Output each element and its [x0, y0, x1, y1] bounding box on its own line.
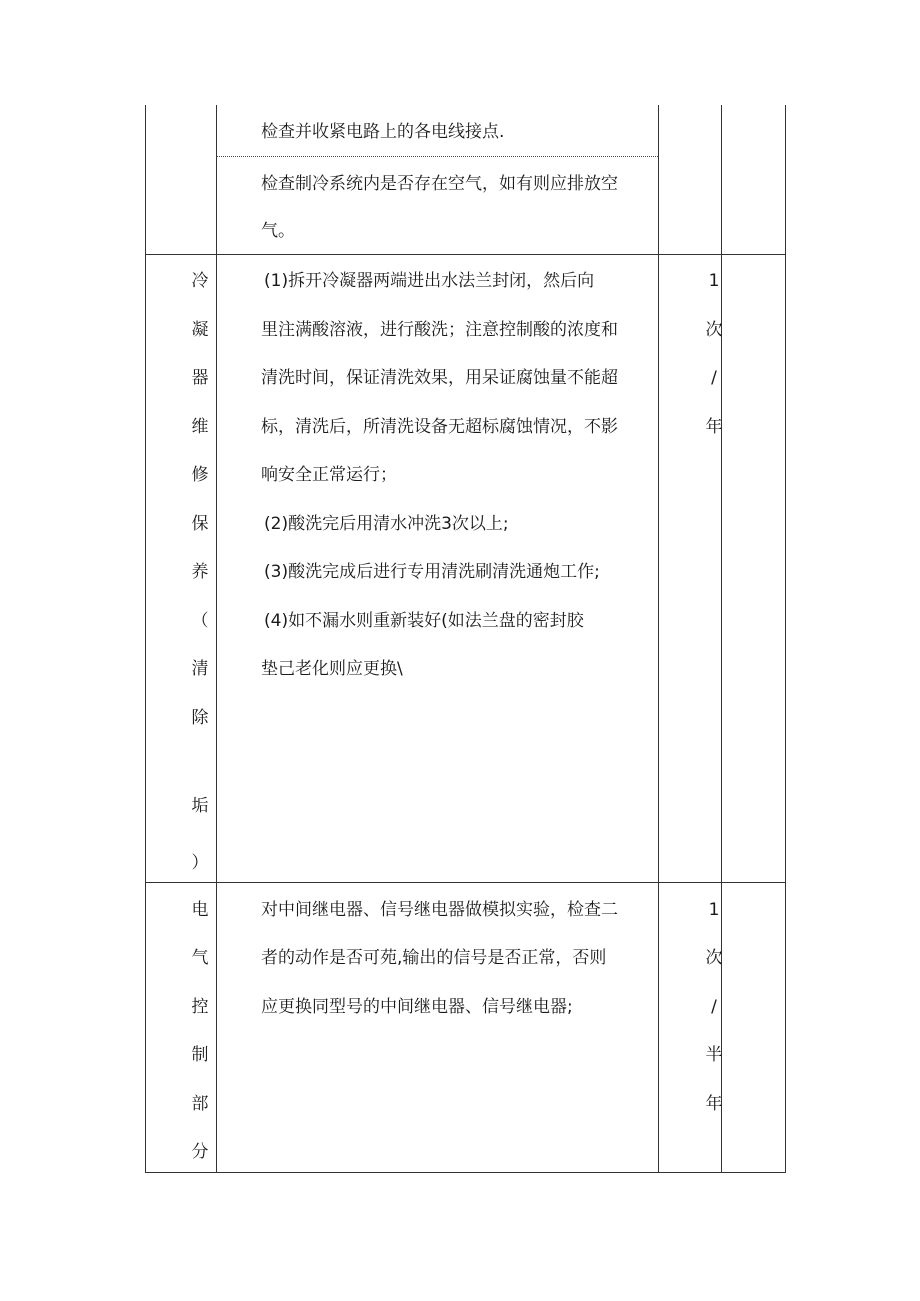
- cycle-char: 年: [705, 1094, 723, 1114]
- item-char: 控: [191, 997, 209, 1017]
- item-char: 部: [191, 1094, 209, 1114]
- table-col-divider-1: [216, 105, 217, 1173]
- item-char: 维: [191, 417, 209, 437]
- content-line: 应更换同型号的中间继电器、信号继电器;: [261, 997, 573, 1017]
- content-line: (3)酸洗完成后进行专用清洗刷清洗通炮工作;: [264, 562, 600, 582]
- item-char: 电: [191, 900, 209, 920]
- item-char: 养: [191, 562, 209, 582]
- content-line: 检查并收紧电路上的各电线接点.: [261, 122, 505, 142]
- content-line: 者的动作是否可苑,输出的信号是否正常，否则: [261, 948, 607, 968]
- content-line: 里注满酸溶液，进行酸洗；注意控制酸的浓度和: [261, 320, 618, 340]
- cycle-char: /: [711, 997, 717, 1017]
- item-char: 气: [191, 948, 209, 968]
- cycle-char: 次: [705, 948, 723, 968]
- item-char: 器: [191, 368, 209, 388]
- content-line: 对中间继电器、信号继电器做模拟实验，检查二: [261, 900, 618, 920]
- content-line: (1)拆开冷凝器两端进出水法兰封闭，然后向: [264, 271, 595, 291]
- table-border-bottom: [145, 1172, 786, 1173]
- content-line: (2)酸洗完后用清水冲洗3次以上;: [264, 514, 509, 534]
- cycle-char: 1: [708, 900, 720, 920]
- content-line: 响安全正常运行；: [261, 465, 397, 485]
- row-divider-2: [145, 882, 786, 883]
- item-char: 制: [191, 1045, 209, 1065]
- item-char: 冷: [191, 271, 209, 291]
- table-border-left: [145, 105, 146, 1173]
- table-border-right: [785, 105, 786, 1173]
- content-line: (4)如不漏水则重新装好(如法兰盘的密封胶: [264, 611, 584, 631]
- item-char: 修: [191, 465, 209, 485]
- content-line: 标，清洗后，所清洗设备无超标腐蚀情况，不影: [261, 417, 618, 437]
- item-char: 凝: [191, 320, 209, 340]
- cycle-char: /: [711, 368, 717, 388]
- item-char: 垢: [191, 796, 209, 816]
- cycle-char: 半: [705, 1045, 723, 1065]
- item-char: 除: [191, 708, 209, 728]
- row-divider-1: [145, 254, 786, 255]
- content-line: 垫己老化则应更换\: [261, 659, 403, 679]
- content-line: 清洗时间，保证清洗效果，用呆证腐蚀量不能超: [261, 368, 618, 388]
- cycle-char: 年: [705, 417, 723, 437]
- item-char: 保: [191, 514, 209, 534]
- content-line: 检查制冷系统内是否存在空气，如有则应排放空: [261, 174, 618, 194]
- item-char: 清: [191, 659, 209, 679]
- item-char: ）: [191, 853, 209, 873]
- item-char: 分: [191, 1142, 209, 1162]
- item-char: （: [191, 611, 209, 631]
- cycle-char: 次: [705, 320, 723, 340]
- content-line: 气。: [261, 221, 295, 241]
- cycle-char: 1: [708, 271, 720, 291]
- inner-row-divider: [216, 156, 658, 157]
- table-col-divider-2: [658, 105, 659, 1173]
